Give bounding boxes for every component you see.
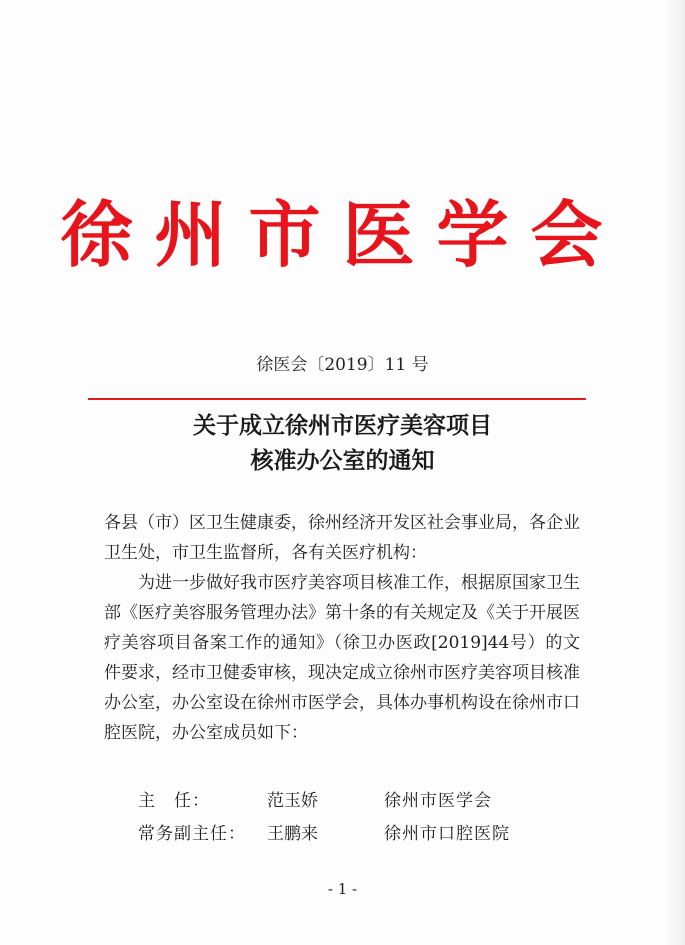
- member-organization: 徐州市口腔医院: [384, 824, 510, 844]
- document-body: [104, 508, 580, 748]
- organization-header: 徐州市医学会: [60, 192, 625, 277]
- member-row: [104, 785, 580, 818]
- addressee-paragraph: 各县（市）区卫生健康委，徐州经济开发区社会事业局，各企业卫生处，市卫生监督所，各有关医疗机构：: [104, 513, 580, 563]
- title-line-1: 关于成立徐州市医疗美容项目: [193, 412, 492, 439]
- member-name: 王鹏来: [267, 824, 318, 844]
- member-role: 主 任：: [138, 791, 210, 811]
- document-number: 徐医会〔2019〕11 号: [256, 355, 429, 375]
- member-list: [104, 785, 580, 851]
- main-paragraph: 为进一步做好我市医疗美容项目核准工作，根据原国家卫生部《医疗美容服务管理办法》第十条的有关规定及《关于开展医疗美容项目备案工作的通知》（徐卫办医政[2019]44号）的文件要求，经市卫健委审核，现决定成立徐州市医疗美容项目核准办公室，办公室设在徐州市医学会，具体办事机构设在徐州市口腔医院，办公室成员如下：: [104, 573, 580, 743]
- member-role: 常务副主任：: [138, 824, 246, 844]
- member-organization: 徐州市医学会: [384, 791, 492, 811]
- red-divider-line: [88, 398, 586, 400]
- title-line-2: 核准办公室的通知: [250, 447, 435, 474]
- document-title: [0, 408, 685, 478]
- member-row: [104, 818, 580, 851]
- member-name: 范玉娇: [267, 791, 318, 811]
- page-number: - 1 -: [327, 880, 358, 898]
